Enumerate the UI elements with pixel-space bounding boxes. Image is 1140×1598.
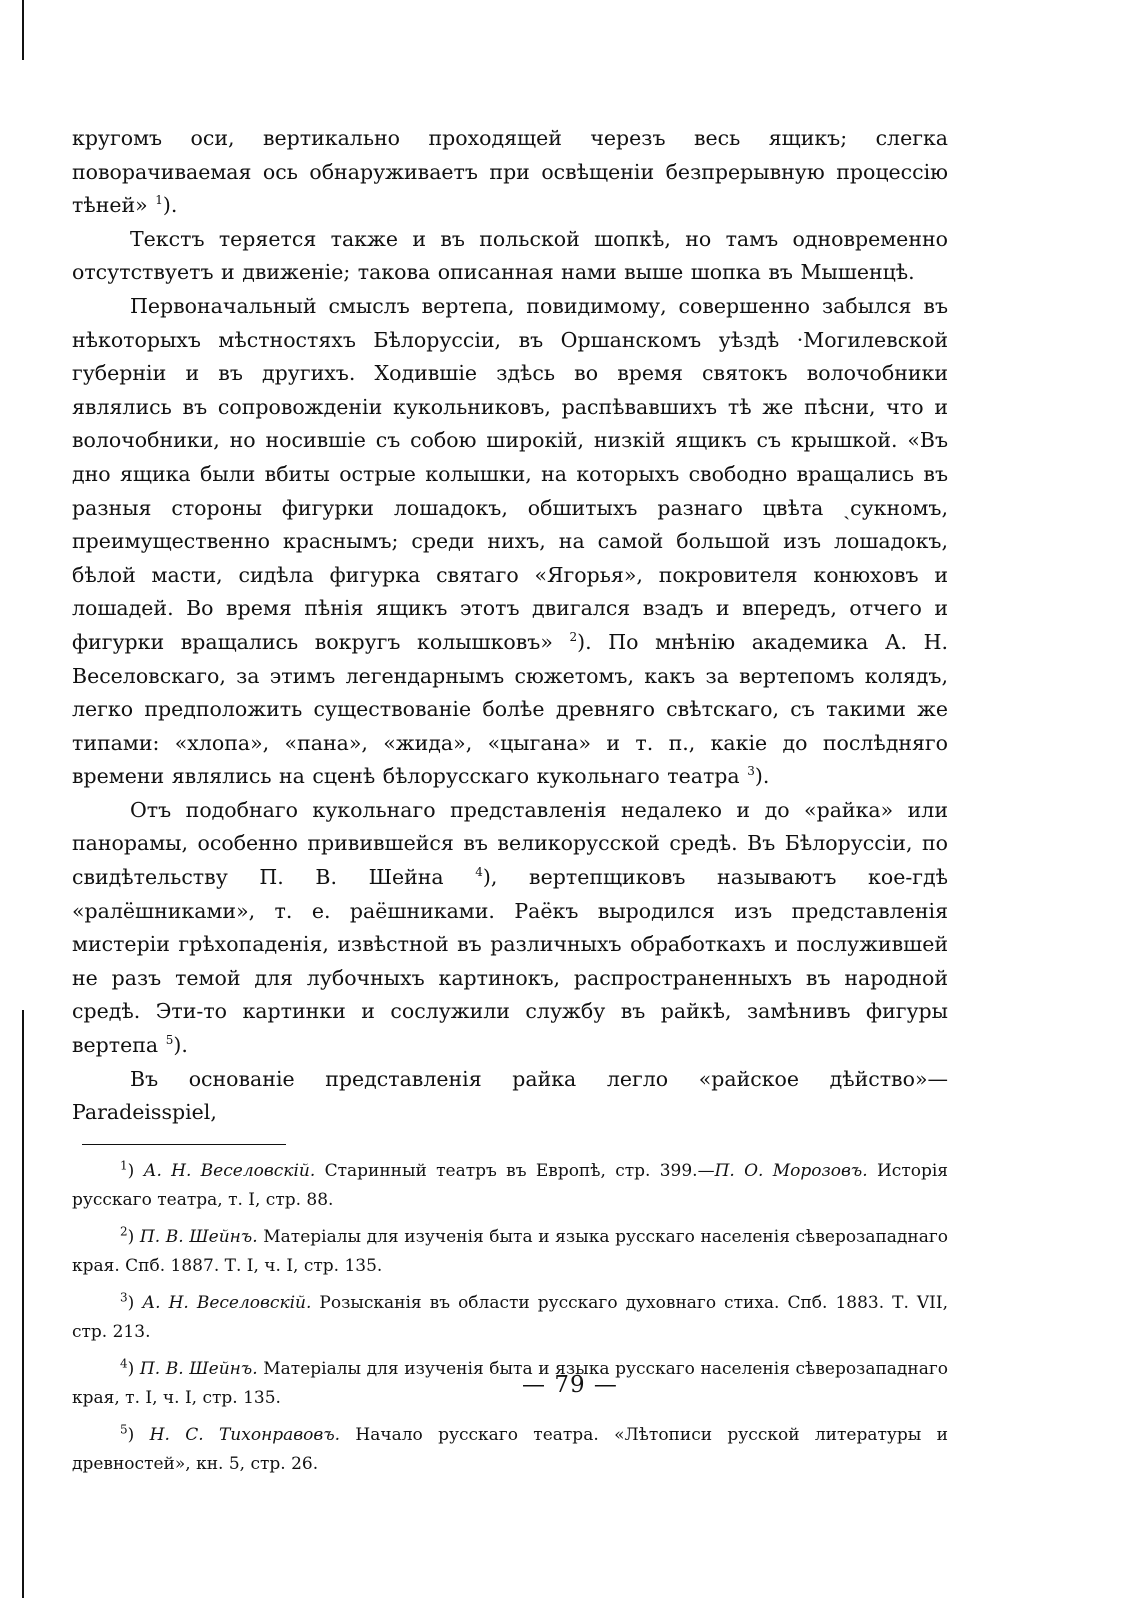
footnote-text: Матеріалы для изученія быта и языка русскаго населенія сѣверозападнаго края. Спб. 1887. Т. I, ч. I, стр. 135.: [72, 1226, 949, 1276]
paragraph-5: [72, 1063, 948, 1130]
footnote-1: $^1$) А. Н. Веселовскій. Старинный театръ въ Европѣ, стр. 399.—П. О. Морозовъ. Исторія русскаго театра, т. I, стр. 88.: [72, 1158, 949, 1210]
footnote-marker: 5: [120, 1422, 128, 1437]
footnote-marker: 3: [120, 1290, 128, 1305]
paragraph-text: Первоначальный смыслъ вертепа, повидимому, совершенно забылся въ нѣкоторыхъ мѣстностяхъ Бѣлоруссіи, въ Оршанскомъ уѣздѣ ·Могилевской губерніи и въ другихъ. Ходившіе здѣсь во время святокъ волочобники являлись въ сопровожденіи кукольниковъ, распѣвавшихъ тѣ же пѣсни, что и волочобники, но носившіе съ собою широкій, низкій ящикъ съ крышкой. «Въ дно ящика были вбиты острые колышки, на которыхъ свободно вращались въ разныя стороны фигурки лошадокъ, обшитыхъ разнаго цвѣта ˎсукномъ, преимущественно краснымъ; среди нихъ, на самой большой изъ лошадокъ, бѣлой масти, сидѣла фигурка святаго «Ягорья», покровителя конюховъ и лошадей. Во время пѣнія ящикъ этотъ двигался взадъ и впередъ, отчего и фигурки вращались вокругъ колышковъ»: [72, 293, 948, 654]
footnote-ref[interactable]: 5: [165, 1033, 174, 1048]
paragraph-1: [72, 122, 948, 223]
footnote-text-2: Исторія русскаго театра, т. I, стр. 88.: [72, 1160, 949, 1210]
footnote-2: $^2$) П. В. Шейнъ. Матеріалы для изученія быта и языка русскаго населенія сѣверозападнаго края. Спб. 1887. Т. I, ч. I, стр. 135.: [72, 1224, 949, 1276]
body-text: [72, 122, 948, 1130]
footnote-ref[interactable]: 4: [475, 865, 483, 880]
footnote-author: А. Н. Веселовскій.: [143, 1160, 316, 1181]
footnote-text: Розысканія въ области русскаго духовнаго стиха. Спб. 1883. Т. VII, стр. 213.: [72, 1292, 948, 1342]
footnote-author: А. Н. Веселовскій.: [142, 1292, 312, 1313]
paragraph-text-after: ), вертепщиковъ называютъ кое-гдѣ «ралёшниками», т. е. раёшниками. Раёкъ выродился изъ представленія мистеріи грѣхопаденія, извѣстной въ различныхъ обработкахъ и послужившей не разъ темой для лубочныхъ картинокъ, распространенныхъ въ народной средѣ. Эти-то картинки и сослужили службу въ райкѣ, замѣнивъ фигуры вертепа: [72, 865, 948, 1058]
footnote-ref[interactable]: 3: [747, 764, 755, 779]
scan-edge-top: [22, 0, 24, 60]
paragraph-text-after: ). По мнѣнію академика А. Н. Веселовскаго, за этимъ легендарнымъ сюжетомъ, какъ за вертепомъ колядъ, легко предположить существованіе болѣе древняго свѣтскаго, съ такими же типами: «хлопа», «пана», «жида», «цыгана» и т. п., какіе до послѣдняго времени являлись на сценѣ бѣлорусскаго кукольнаго театра: [72, 629, 948, 789]
footnote-5: $^5$) Н. С. Тихонравовъ. Начало русскаго театра. «Лѣтописи русской литературы и древностей», кн. 5, стр. 26.: [72, 1422, 948, 1474]
footnote-ref[interactable]: 1: [155, 193, 163, 208]
page-content: [72, 122, 948, 1487]
footnote-marker: 2: [120, 1224, 128, 1239]
footnote-ref[interactable]: 2: [569, 630, 578, 645]
page-number: — 79 —: [522, 1372, 618, 1398]
paragraph-text: Отъ подобнаго кукольнаго представленія недалеко и до «райка» или панорамы, особенно привившейся въ великорусской средѣ. Въ Бѣлоруссіи, по свидѣтельству П. В. Шейна: [72, 797, 948, 890]
paragraph-2: [72, 223, 948, 290]
footnote-3: $^3$) А. Н. Веселовскій. Розысканія въ области русскаго духовнаго стиха. Спб. 1883. Т. VII, стр. 213.: [72, 1290, 948, 1342]
paragraph-text-after: ).: [162, 193, 178, 218]
footnote-text: Начало русскаго театра. «Лѣтописи русской литературы и древностей», кн. 5, стр. 26.: [72, 1424, 948, 1474]
footnote-text: Матеріалы для изученія быта и языка русскаго населенія сѣверозападнаго края, т. I, ч. I, стр. 135.: [72, 1358, 949, 1408]
paragraph-4: [72, 794, 948, 1063]
footnote-author: П. В. Шейнъ.: [139, 1226, 258, 1247]
footnote-marker: 1: [120, 1158, 128, 1173]
footnote-author: Н. С. Тихонравовъ.: [149, 1424, 341, 1445]
paragraph-text: Текстъ теряется также и въ польской шопкѣ, но тамъ одновременно отсутствуетъ и движеніе; такова описанная нами выше шопка въ Мышенцѣ.: [72, 226, 948, 285]
footnote-marker: 4: [120, 1356, 128, 1371]
footnote-author: П. В. Шейнъ.: [139, 1358, 258, 1379]
footnote-4: $^4$) П. В. Шейнъ. Матеріалы для изученія быта и языка русскаго населенія сѣверозападнаго края, т. I, ч. I, стр. 135.: [72, 1356, 949, 1408]
footnotes: [72, 1157, 948, 1479]
paragraph-text-after: ).: [754, 764, 770, 789]
paragraph-text: кругомъ оси, вертикально проходящей черезъ весь ящикъ; слегка поворачиваемая ось обнаруживаетъ при освѣщеніи безпрерывную процессію тѣней»: [72, 126, 948, 218]
scan-edge-left: [22, 1010, 24, 1598]
footnote-text: Старинный театръ въ Европѣ, стр. 399.—: [324, 1160, 715, 1181]
paragraph-text-after: ).: [173, 1033, 188, 1058]
paragraph-text: Въ основаніе представленія райка легло «райское дѣйство»—Paradeisspiel,: [72, 1066, 948, 1125]
footnote-divider: [82, 1144, 286, 1145]
footnote-author-2: П. О. Морозовъ.: [714, 1160, 868, 1181]
paragraph-3: [72, 290, 948, 794]
